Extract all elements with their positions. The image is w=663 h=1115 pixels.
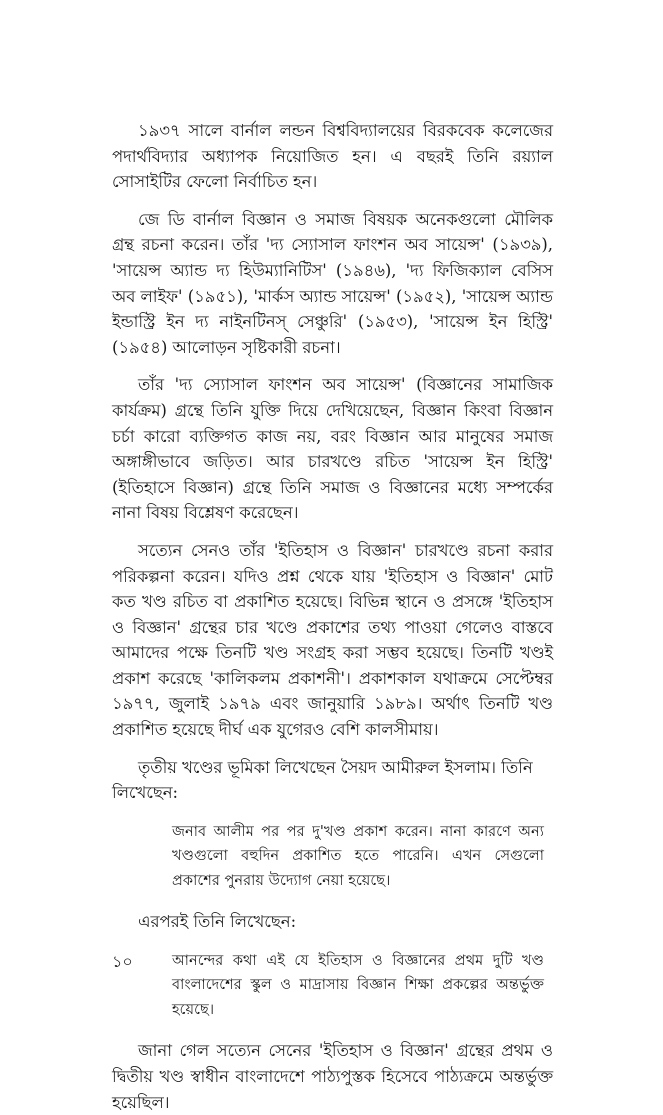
paragraph-then-wrote: এরপরই তিনি লিখেছেন: (138, 912, 297, 932)
block-quote-first: জনাব আলীম পর পর দু'খণ্ড প্রকাশ করেন। নানা কারণে অন্য খণ্ডগুলো বহুদিন প্রকাশিত হতে পারেনি। এখন সেগুলো প্রকাশের পুনরায় উদ্যোগ নেয়া হয়েছে। (172, 822, 544, 889)
paragraph-closing: জানা গেল সত্যেন সেনের 'ইতিহাস ও বিজ্ঞান' গ্রন্থের প্রথম ও দ্বিতীয় খণ্ড স্বাধীন বাংলাদেশে পাঠ্যপুস্তক হিসেবে পাঠ্যক্রমে অন্তর্ভুক্ত হয়েছিল। (112, 1041, 553, 1112)
paragraph-social-function: তাঁর 'দ্য স্যোসাল ফাংশন অব সায়েন্স' (বিজ্ঞানের সামাজিক কার্যক্রম) গ্রন্থে তিনি যুক্তি দিয়ে দেখিয়েছেন, বিজ্ঞান কিংবা বিজ্ঞান চর্চা কারো ব্যক্তিগত কাজ নয়, বরং বিজ্ঞান আর মানুষের সমাজ অঙ্গাঙ্গীভাবে জড়িত। আর চারখণ্ডে রচিত 'সায়েন্স ইন হিস্ট্রি' (ইতিহাসে বিজ্ঞান) গ্রন্থে তিনি সমাজ ও বিজ্ঞানের মধ্যে সম্পর্কের নানা বিষয় বিশ্লেষণ করেছেন। (112, 375, 553, 523)
page-body (112, 118, 553, 1115)
paragraph-satyen-sen: সত্যেন সেনও তাঁর 'ইতিহাস ও বিজ্ঞান' চারখণ্ডে রচনা করার পরিকল্পনা করেন। যদিও প্রশ্ন থেকে যায় 'ইতিহাস ও বিজ্ঞান' মোট কত খণ্ড রচিত বা প্রকাশিত হয়েছে। বিভিন্ন স্থানে ও প্রসঙ্গে 'ইতিহাস ও বিজ্ঞান' গ্রন্থের চার খণ্ডে প্রকাশের তথ্য পাওয়া গেলেও বাস্তবে আমাদের পক্ষে তিনটি খণ্ড সংগ্রহ করা সম্ভব হয়েছে। তিনটি খণ্ডই প্রকাশ করেছে 'কালিকলম প্রকাশনী'। প্রকাশকাল যথাক্রমে সেপ্টেম্বর ১৯৭৭, জুলাই ১৯৭৯ এবং জানুয়ারি ১৯৮৯। অর্থাৎ তিনটি খণ্ড প্রকাশিত হয়েছে দীর্ঘ এক যুগেরও বেশি কালসীমায়। (112, 540, 553, 740)
paragraph-third-volume-intro: তৃতীয় খণ্ডের ভূমিকা লিখেছেন সৈয়দ আমীরুল ইসলাম। তিনি লিখেছেন: (112, 757, 533, 803)
paragraph-bernal-books: জে ডি বার্নাল বিজ্ঞান ও সমাজ বিষয়ক অনেকগুলো মৌলিক গ্রন্থ রচনা করেন। তাঁর 'দ্য স্যোসাল ফাংশন অব সায়েন্স' (১৯৩৯), 'সায়েন্স অ্যান্ড দ্য হিউম্যানিটিস' (১৯৪৬), 'দ্য ফিজিক্যাল বেসিস অব লাইফ' (১৯৫১), 'মার্কস অ্যান্ড সায়েন্স' (১৯৫২), 'সায়েন্স অ্যান্ড ইন্ডাস্ট্রি ইন দ্য নাইনটিনস্ সেঞ্চুরি' (১৯৫৩), 'সায়েন্স ইন হিস্ট্রি' (১৯৫৪) আলোড়ন সৃষ্টিকারী রচনা। (112, 209, 553, 357)
page-number: ১০ (112, 952, 133, 971)
block-quote-second: আনন্দের কথা এই যে ইতিহাস ও বিজ্ঞানের প্রথম দুটি খণ্ড বাংলাদেশের স্কুল ও মাদ্রাসায় বিজ্ঞান শিক্ষা প্রকল্পের অন্তর্ভুক্ত হয়েছে। (172, 951, 544, 1018)
paragraph-bernal-appointment: ১৯৩৭ সালে বার্নাল লন্ডন বিশ্ববিদ্যালয়ের বিরকবেক কলেজের পদার্থবিদ্যার অধ্যাপক নিয়োজিত হন। এ বছরই তিনি রয়্যাল সোসাইটির ফেলো নির্বাচিত হন। (112, 121, 553, 192)
